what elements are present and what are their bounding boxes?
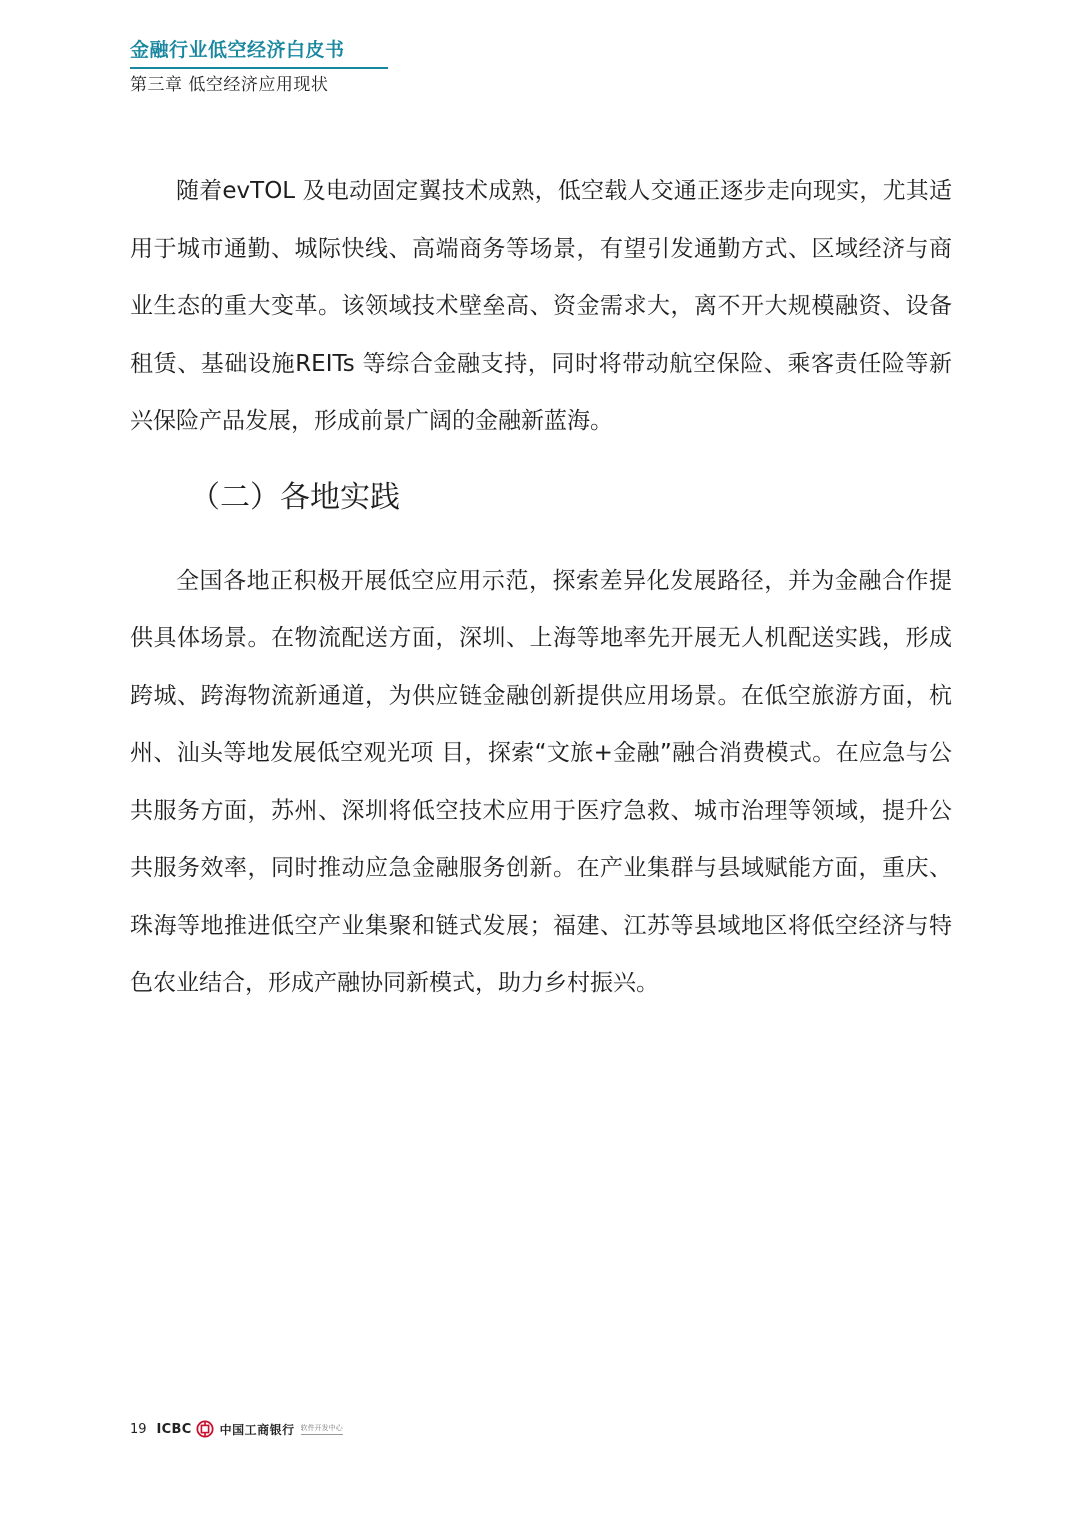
icbc-logo-icon (196, 1420, 214, 1438)
paragraph-local-practice: 全国各地正积极开展低空应用示范，探索差异化发展路径，并为金融合作提供具体场景。在物流配送方面，深圳、上海等地率先开展无人机配送实践，形成跨城、跨海物流新通道，为供应链金融创新提供应用场景。在低空旅游方面，杭州、汕头等地发展低空观光项 目，探索“文旅+金融”融合消费模式。在应急与公共服务方面，苏州、深圳将低空技术应用于医疗急救、城市治理等领域，提升公共服务效率，同时推动应急金融服务创新。在产业集群与县域赋能方面，重庆、珠海等地推进低空产业集聚和链式发展；福建、江苏等县域地区将低空经济与特色农业结合，形成产融协同新模式，助力乡村振兴。 (130, 567, 952, 996)
bank-name: 中国工商银行 (219, 1422, 295, 1437)
section-heading: （二）各地实践 (190, 479, 400, 515)
paragraph-evtol: 随着evTOL 及电动固定翼技术成熟，低空载人交通正逐步走向现实，尤其适用于城市通勤、城际快线、高端商务等场景，有望引发通勤方式、区域经济与商业生态的重大变革。该领域技术壁垒高、资金需求大，离不开大规模融资、设备租赁、基础设施REITs 等综合金融支持，同时将带动航空保险、乘客责任险等新兴保险产品发展，形成前景广阔的金融新蓝海。 (130, 178, 952, 434)
document-title: 金融行业低空经济白皮书 (130, 39, 345, 61)
main-content (130, 163, 952, 1013)
chapter-title: 第三章 低空经济应用现状 (130, 75, 329, 95)
page-number: 19 (130, 1421, 147, 1437)
header-rule (130, 67, 388, 69)
brand-text: ICBC (156, 1421, 192, 1437)
page-header (130, 36, 950, 98)
page-footer (130, 1416, 343, 1442)
bank-subtitle: 软件开发中心 (301, 1423, 343, 1435)
